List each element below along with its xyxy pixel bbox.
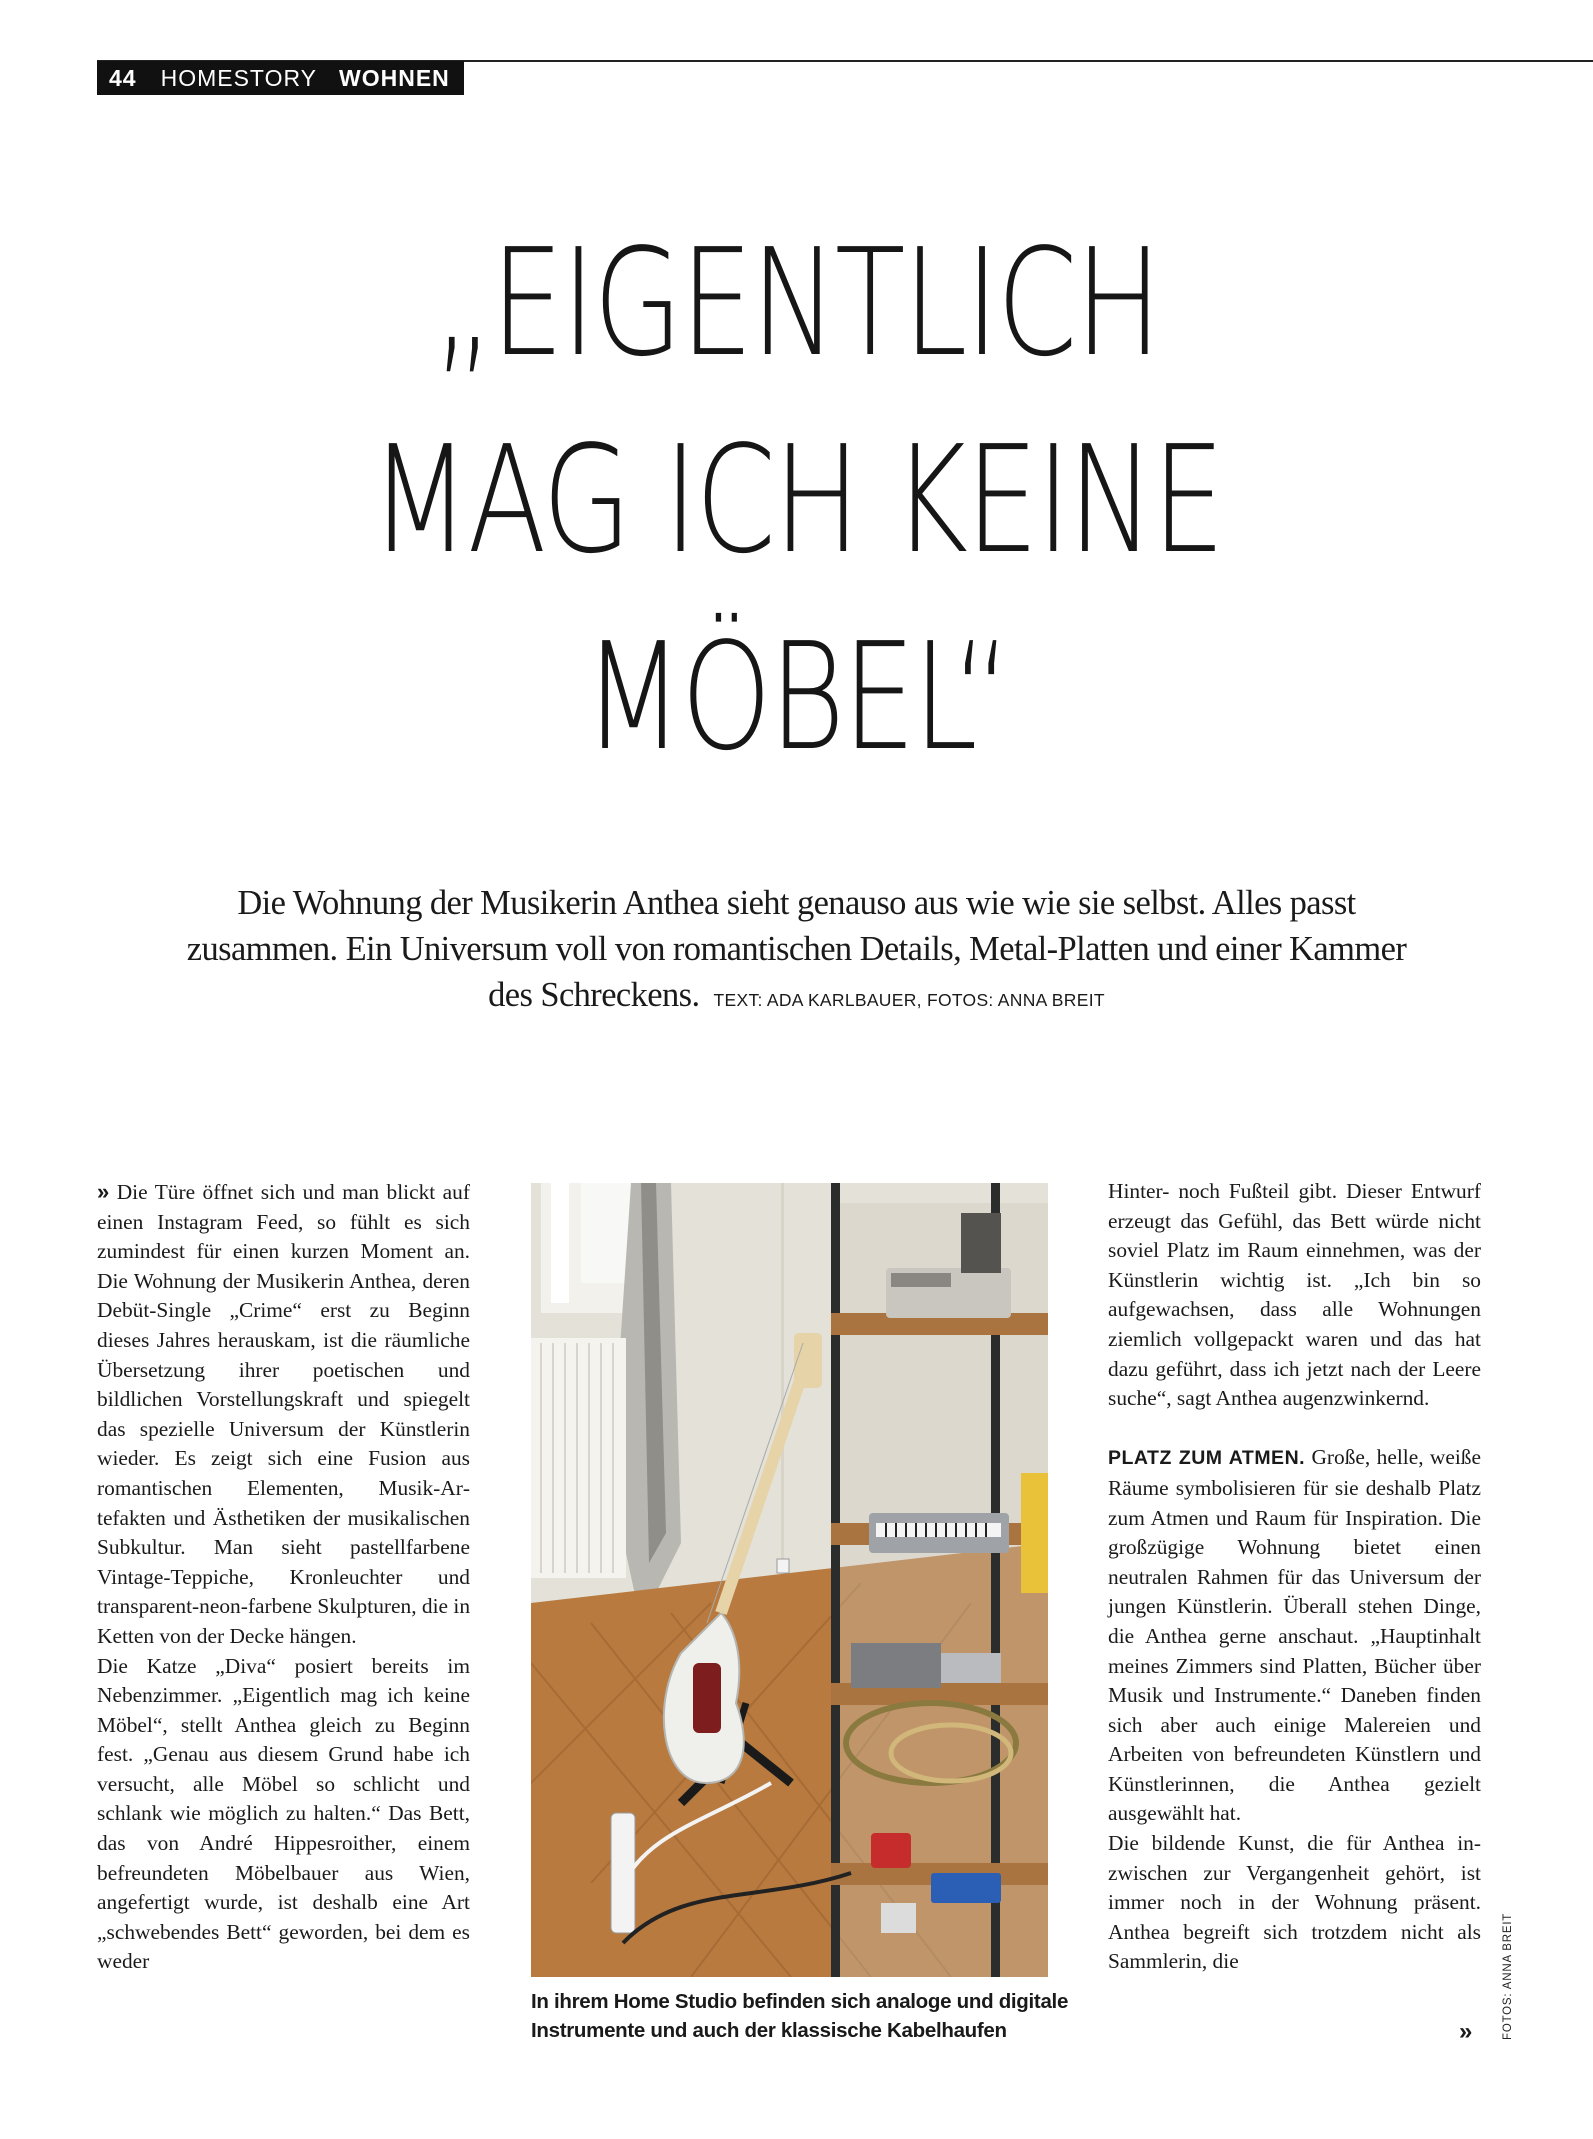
body-text: Die Türe öffnet sich und man blickt auf einen Instagram Feed, so fühlt es sich zumindest für einen kurzen Moment an. Die Wohnung der Musikerin Anthea, deren Debüt-Single „Crime“ erst zu Beginn dieses Jahres herauskam, ist die räumliche Übersetzung ihrer poetischen und bildlichen Vorstellungskraft und spiegelt das spezielle Universum der Künstlerin wieder. Es zeigt sich eine Fusion aus romantischen Elementen, Musik-Artefakten und Ästhetiken der musikalischen Subkultur. Man sieht pastellfarbene Vintage-Teppiche, Kronleuchter und transparent-neon-farbene Skulpturen, die in Ketten von der Decke hängen. [97, 1180, 471, 1648]
section-label: WOHNEN [339, 64, 450, 91]
headline-line-1: „EIGENTLICH [433, 217, 1160, 389]
section-tag [97, 61, 464, 95]
headline-line-2: MAG ICH KEINE [370, 414, 1223, 586]
body-text: Große, helle, weiße Räume symbolisieren für sie deshalb Platz zum Atmen und Raum für Inspiration. Die großzügige Wohnung bietet einen neutralen Rahmen für das Universum der jungen Künstlerin. Überall stehen Dinge, die Anthea gerne anschaut. „Hauptinhalt meines Zimmers sind Platten, Bücher über Musik und Instrumente.“ Daneben finden sich aber auch einige Malereien und Arbeiten von befreundeten Künstlern und Künstlerinnen, die Anthea gezielt ausgewählt hat. [1108, 1445, 1481, 1826]
body-text: Die bildende Kunst, die für Anthea inzwischen zur Vergangenheit gehört, ist immer noch in der Wohnung präsent. Anthea begreift sich trotzdem nicht als Sammlerin, die [1108, 1831, 1481, 1974]
article-column-left [97, 1177, 470, 1977]
body-text: Hinter- noch Fußteil gibt. Dieser Entwurf erzeugt das Gefühl, das Bett würde nicht soviel Platz im Raum einnehmen, was der Künstlerin wichtig ist. „Ich bin so aufgewachsen, dass alle Wohnungen ziemlich vollgepackt waren und das hat dazu geführt, dass ich jetzt nach der Leere suche“, sagt Anthea augenzwinkernd. [1108, 1179, 1481, 1411]
body-paragraph [97, 1177, 470, 1652]
intro-lead [170, 880, 1423, 1023]
body-paragraph [97, 1652, 470, 1978]
body-text: Die Katze „Diva“ posiert bereits im Nebenzimmer. „Eigentlich mag ich keine Möbel“, stellt Anthea gleich zu Beginn fest. „Genau aus diesem Grund habe ich versucht, alle Möbel so schlicht und schlank wie möglich zu halten.“ Das Bett, das von André Hippesroither, einem befreundeten Möbelbauer aus Wien, angefertigt wurde, ist deshalb eine Art „schwebendes Bett“ geworden, bei dem es weder [97, 1653, 470, 1974]
subhead: PLATZ ZUM ATMEN. [1108, 1447, 1306, 1470]
category-label: HOMESTORY [160, 64, 317, 91]
article-photo [531, 1183, 1048, 1977]
body-paragraph [1108, 1443, 1481, 1829]
headline-line-3: MÖBEL“ [583, 611, 1010, 783]
continue-mark: » [1459, 2018, 1473, 2045]
photo-credit: FOTOS: ANNA BREIT [1502, 1912, 1514, 2040]
author-credits: TEXT: ADA KARLBAUER, FOTOS: ANNA BREIT [713, 990, 1105, 1010]
photo-caption: In ihrem Home Studio befinden sich analoge und digitale Instrumente und auch der klassische Kabelhaufen [531, 1990, 1069, 2042]
body-paragraph [1108, 1177, 1481, 1414]
page-title [175, 205, 1418, 796]
start-mark: » [97, 1179, 110, 1204]
body-paragraph [1108, 1829, 1481, 1977]
intro-text: Die Wohnung der Musikerin Anthea sieht genauso aus wie wie sie selbst. Alles passt zusammen. Ein Universum voll von romantischen Details, Metal-Platten und einer Kammer des Schreckens. [186, 884, 1407, 1014]
page-number: 44 [109, 64, 137, 91]
article-column-right [1108, 1177, 1481, 1977]
